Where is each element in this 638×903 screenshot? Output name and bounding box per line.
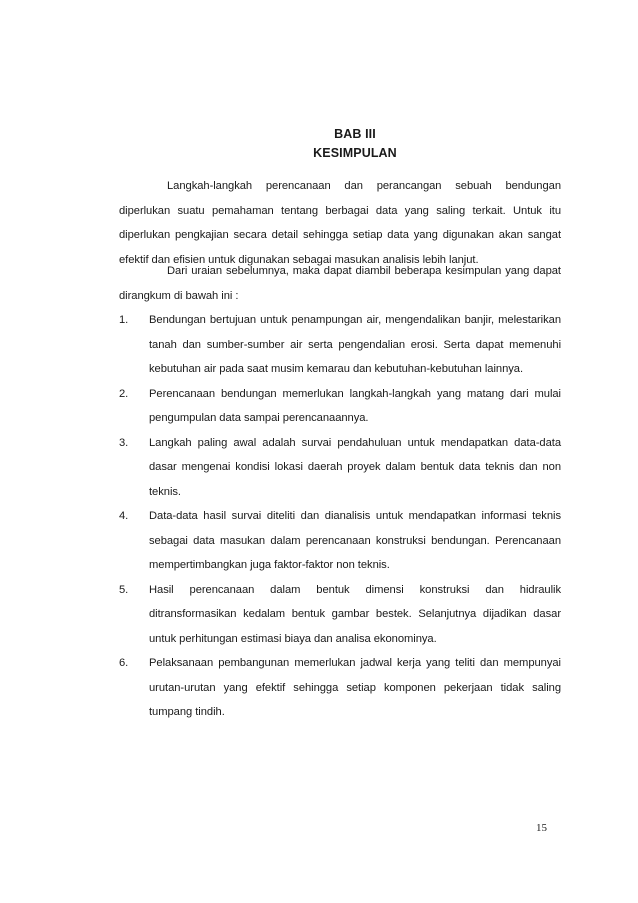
chapter-title: KESIMPULAN [313,146,397,160]
list-item-text: Hasil perencanaan dalam bentuk dimensi konstruksi dan hidraulik ditransformasikan kedalam bentuk gambar bestek. Selanjutnya dijadikan dasar untuk perhitungan estimasi biaya dan analisa ekonominya. [149,583,561,645]
chapter-heading: BAB III [334,127,376,141]
list-item [119,651,561,725]
intro-paragraph: Langkah-langkah perencanaan dan perancangan sebuah bendungan diperlukan suatu pemahaman tentang berbagai data yang saling terkait. Untuk itu diperlukan pengkajian secara detail sehingga setiap data yang digunakan akan sangat efektif dan efisien untuk digunakan sebagai masukan analisis lebih lanjut. [119,180,561,266]
list-number: 6. [119,657,129,669]
list-item [119,431,561,505]
list-item-text: Perencanaan bendungan memerlukan langkah-langkah yang matang dari mulai pengumpulan data sampai perencanaannya. [149,387,561,424]
page-number: 15 [536,822,547,834]
list-item [119,308,561,382]
list-item [119,382,561,431]
list-number: 1. [119,314,129,326]
list-item-text: Bendungan bertujuan untuk penampungan air, mengendalikan banjir, melestarikan tanah dan sumber-sumber air serta pengendalian erosi. Serta dapat memenuhi kebutuhan air pada saat musim kemarau dan kebutuhan-kebutuhan lainnya. [149,314,561,375]
list-item [119,578,561,652]
list-item-text: Pelaksanaan pembangunan memerlukan jadwal kerja yang teliti dan mempunyai urutan-urutan yang efektif sehingga setiap komponen pekerjaan tidak saling tumpang tindih. [149,657,561,718]
list-item [119,504,561,578]
lead-in-paragraph: Dari uraian sebelumnya, maka dapat diambil beberapa kesimpulan yang dapat dirangkum di bawah ini : [119,265,561,302]
conclusion-list [119,308,561,725]
list-item-text: Langkah paling awal adalah survai pendahuluan untuk mendapatkan data-data dasar mengenai kondisi lokasi daerah proyek dalam bentuk data teknis dan non teknis. [149,436,561,498]
list-item-text: Data-data hasil survai diteliti dan dianalisis untuk mendapatkan informasi teknis sebagai data masukan dalam perencanaan konstruksi bendungan. Perencanaan mempertimbangkan juga faktor-faktor non teknis. [149,510,561,571]
list-number: 4. [119,510,129,522]
list-number: 2. [119,387,129,400]
list-number: 3. [119,436,129,449]
list-number: 5. [119,583,129,596]
